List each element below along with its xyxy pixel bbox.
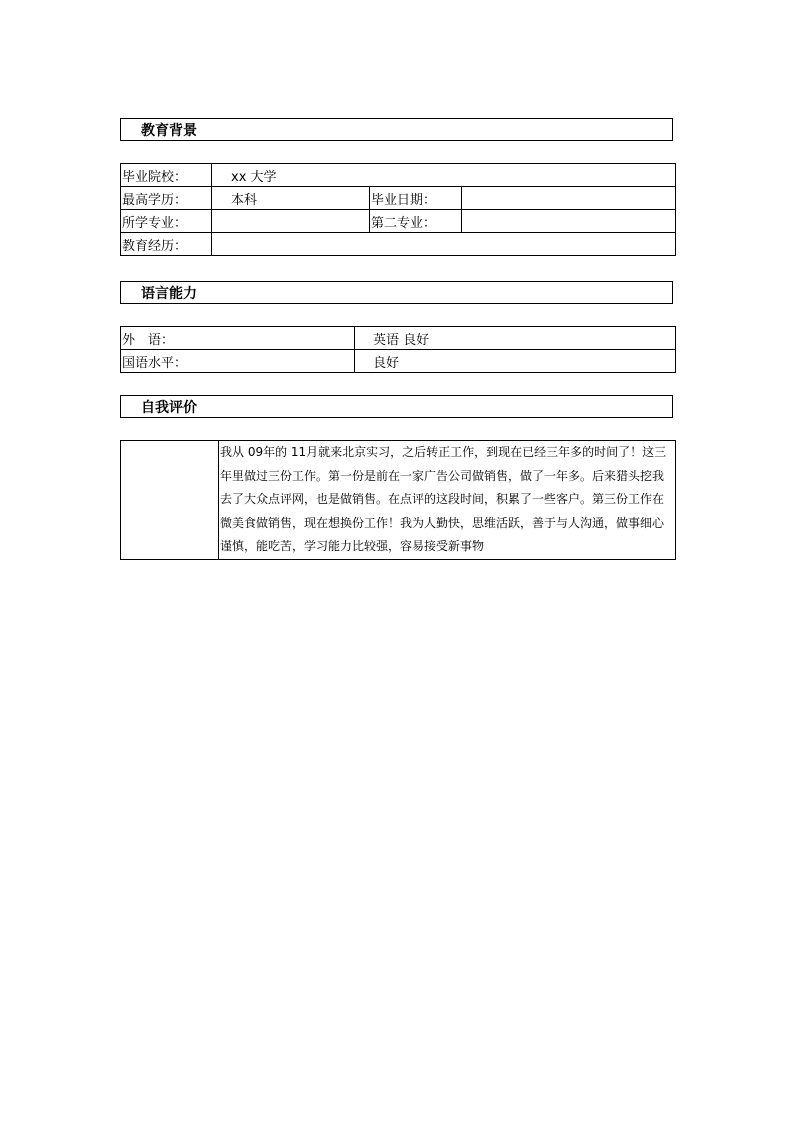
table-row — [121, 350, 676, 373]
table-row — [121, 441, 676, 560]
grad-date-value — [462, 187, 676, 210]
table-row — [121, 233, 676, 256]
education-table — [120, 163, 676, 256]
second-major-label: 第二专业： — [370, 210, 462, 233]
grad-date-label: 毕业日期： — [370, 187, 462, 210]
foreign-language-value: 英语 良好 — [355, 327, 676, 350]
self-eval-section-header — [120, 395, 673, 418]
self-eval-blank-cell — [121, 441, 219, 560]
degree-value: 本科 — [212, 187, 370, 210]
table-row — [121, 164, 676, 187]
table-row — [121, 187, 676, 210]
table-row — [121, 327, 676, 350]
experience-value — [212, 233, 676, 256]
mandarin-value: 良好 — [355, 350, 676, 373]
school-label: 毕业院校： — [121, 164, 212, 187]
foreign-language-label: 外 语： — [121, 327, 355, 350]
language-section-header — [120, 281, 673, 304]
second-major-value — [462, 210, 676, 233]
education-section-title: 教育背景 — [141, 122, 197, 139]
language-section-title: 语言能力 — [141, 285, 197, 302]
school-value: xx 大学 — [212, 164, 676, 187]
experience-label: 教育经历： — [121, 233, 212, 256]
table-row — [121, 210, 676, 233]
major-value — [212, 210, 370, 233]
mandarin-label: 国语水平： — [121, 350, 355, 373]
degree-label: 最高学历： — [121, 187, 212, 210]
self-eval-text: 我从 09年的 11月就来北京实习，之后转正工作，到现在已经三年多的时间了！这三年里做过三份工作。第一份是前在一家广告公司做销售，做了一年多。后来猎头挖我去了大众点评网，也是做销售。在点评的这段时间，积累了一些客户。第三份工作在微美食做销售，现在想换份工作！我为人勤快，思维活跃，善于与人沟通，做事细心谨慎，能吃苦，学习能力比较强，容易接受新事物 — [219, 441, 676, 560]
self-eval-table — [120, 440, 676, 560]
education-section-header — [120, 118, 673, 141]
major-label: 所学专业： — [121, 210, 212, 233]
language-table — [120, 326, 676, 373]
self-eval-section-title: 自我评价 — [141, 399, 197, 416]
